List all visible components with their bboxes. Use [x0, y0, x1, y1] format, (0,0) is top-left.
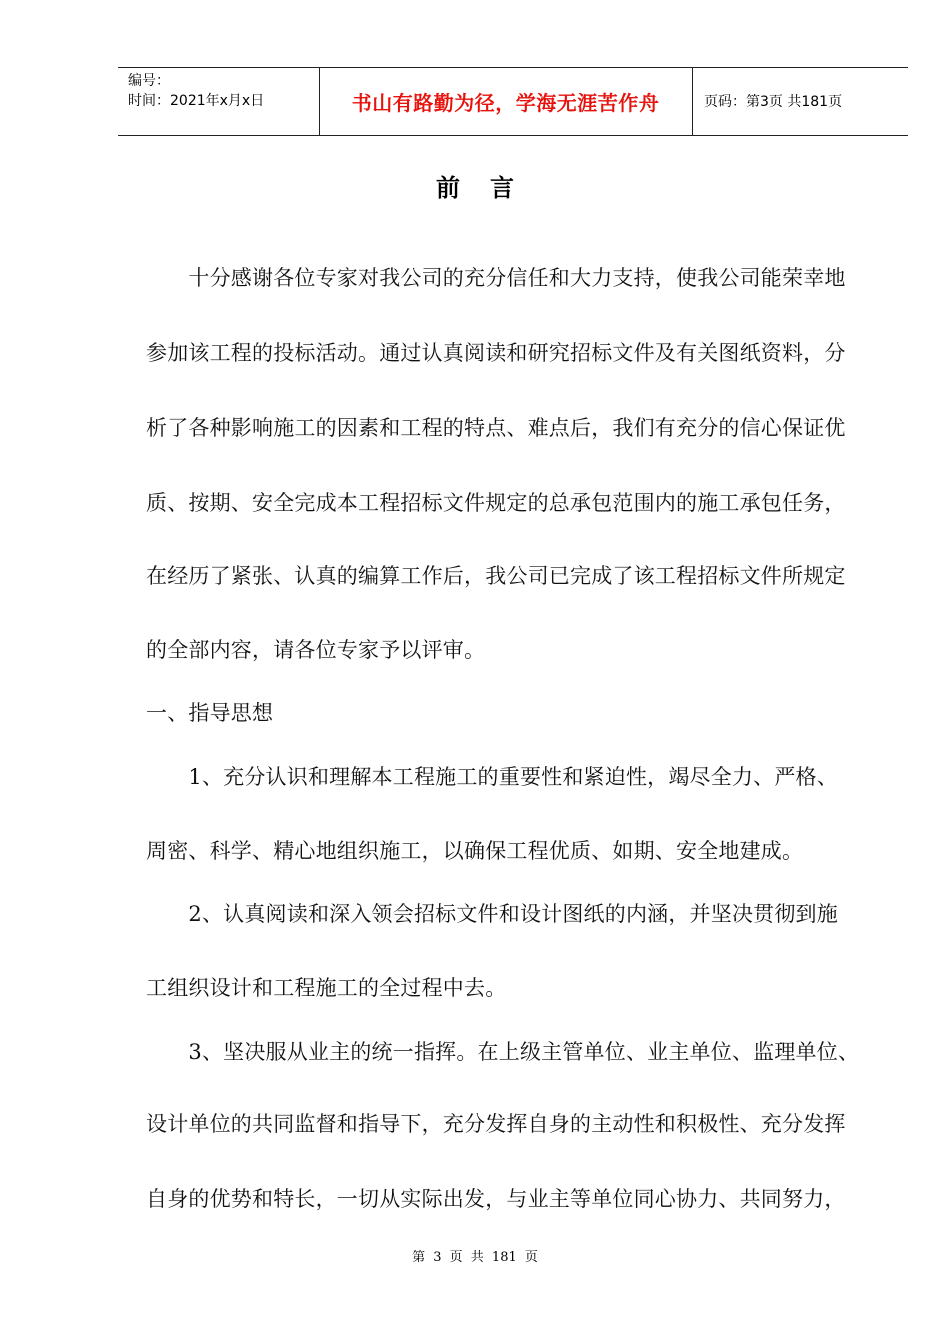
page-footer: 第 3 页 共 181 页 — [412, 1250, 538, 1265]
body-line: 质、按期、安全完成本工程招标文件规定的总承包范围内的施工承包任务， — [146, 491, 846, 515]
body-line: 十分感谢各位专家对我公司的充分信任和大力支持，使我公司能荣幸地 — [146, 266, 846, 290]
body-line: 1、充分认识和理解本工程施工的重要性和紧迫性，竭尽全力、严格、 — [146, 765, 838, 789]
page-title: 前言 — [436, 174, 544, 202]
body-line: 参加该工程的投标活动。通过认真阅读和研究招标文件及有关图纸资料，分 — [146, 341, 846, 365]
body-line: 在经历了紧张、认真的编算工作后，我公司已完成了该工程招标文件所规定 — [146, 564, 846, 588]
header-time: 时间：2021年x月x日 — [128, 93, 265, 109]
header-motto: 书山有路勤为径，学海无涯苦作舟 — [351, 90, 660, 115]
header-divider — [692, 67, 693, 135]
body-line: 设计单位的共同监督和指导下，充分发挥自身的主动性和积极性、充分发挥 — [146, 1112, 846, 1136]
header-number: 编号： — [128, 73, 170, 89]
body-line: 析了各种影响施工的因素和工程的特点、难点后，我们有充分的信心保证优 — [146, 416, 846, 440]
body-line: 2、认真阅读和深入领会招标文件和设计图纸的内涵，并坚决贯彻到施 — [146, 902, 838, 926]
page-header — [118, 67, 908, 135]
section-heading: 一、指导思想 — [146, 701, 274, 725]
body-line: 自身的优势和特长，一切从实际出发，与业主等单位同心协力、共同努力， — [146, 1187, 846, 1211]
body-line: 工组织设计和工程施工的全过程中去。 — [146, 976, 507, 1000]
body-line: 的全部内容，请各位专家予以评审。 — [146, 638, 486, 662]
body-line: 周密、科学、精心地组织施工，以确保工程优质、如期、安全地建成。 — [146, 839, 804, 863]
header-bottom-rule — [118, 135, 908, 136]
body-line: 3、坚决服从业主的统一指挥。在上级主管单位、业主单位、监理单位、 — [146, 1040, 860, 1064]
header-meta — [128, 71, 264, 111]
header-page-info: 页码：第3页 共181页 — [704, 94, 843, 110]
